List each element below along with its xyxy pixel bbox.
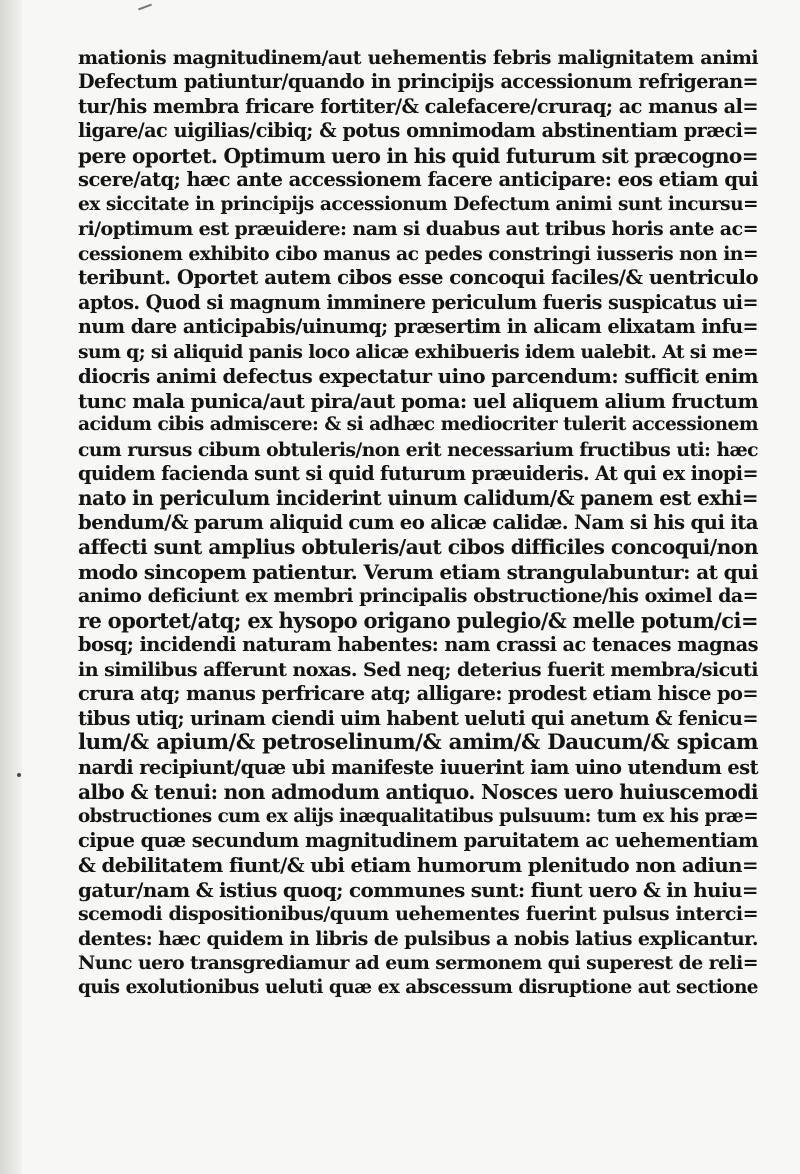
text-line: obstructiones cum ex alijs inæqualitatibus pulsuum: tum ex his præ= (78, 805, 758, 827)
body-text (78, 46, 758, 1000)
text-line: Defectum patiuntur/quando in principijs accessionum refrigeran= (78, 70, 758, 94)
text-line: diocris animi defectus expectatur uino parcendum: sufficit enim (78, 364, 758, 389)
text-line: & debilitatem fiunt/& ubi etiam humorum plenitudo non adiun= (78, 853, 758, 878)
text-line: mationis magnitudinem/aut uehementis febris malignitatem animi (78, 47, 758, 69)
text-line: in similibus afferunt noxas. Sed neq; deterius fuerit membra/sicuti (78, 657, 758, 681)
text-line: bendum/& parum aliquid cum eo alicæ calidæ. Nam si his qui ita (78, 510, 758, 534)
text-line: num dare anticipabis/uinumq; præsertim in alicam elixatam infu= (78, 315, 758, 339)
text-line: modo sincopem patientur. Verum etiam strangulabuntur: at qui (78, 559, 758, 584)
text-line: dentes: hæc quidem in libris de pulsibus a nobis latius explicantur. (78, 927, 758, 950)
text-line: scere/atq; hæc ante accessionem facere anticipare: eos etiam qui (78, 168, 758, 192)
text-line: pere oportet. Optimum uero in his quid futurum sit præcogno= (78, 143, 758, 168)
text-line: cipue quæ secundum magnitudinem paruitatem ac uehementiam (78, 829, 758, 852)
text-line: ri/optimum est præuidere: nam si duabus aut tribus horis ante ac= (78, 218, 758, 241)
text-line: scemodi dispositionibus/quum uehementes fuerint pulsus interci= (78, 903, 758, 926)
ink-speck (17, 773, 21, 777)
text-line: nato in periculum inciderint uinum calidum/& panem est exhi= (78, 486, 758, 511)
text-line: crura atq; manus perfricare atq; alligare: prodest etiam hisce po= (78, 682, 758, 706)
text-line: sum q; si aliquid panis loco alicæ exhibueris idem ualebit. At si me= (78, 340, 758, 363)
text-line: tibus utiq; urinam ciendi uim habent ueluti qui anetum & fenicu= (78, 706, 758, 730)
text-line: aptos. Quod si magnum imminere periculum fueris suspicatus ui= (78, 290, 758, 314)
text-line: cessionem exhibito cibo manus ac pedes constringi iusseris non in= (78, 242, 758, 265)
text-line: nardi recipiunt/quæ ubi manifeste iuuerint iam uino utendum est (78, 755, 758, 779)
text-line: acidum cibis admiscere: & si adhæc mediocriter tulerit accessionem (78, 414, 758, 436)
text-line: gatur/nam & istius quoq; communes sunt: fiunt uero & in huiu= (78, 877, 758, 902)
text-line: animo deficiunt ex membri principalis obstructione/his oximel da= (78, 585, 758, 608)
text-line: bosq; incidendi naturam habentes: nam crassi ac tenaces magnas (78, 633, 758, 657)
text-line: lum/& apium/& petroselinum/& amim/& Daucum/& spicam (78, 730, 758, 756)
text-line: tunc mala punica/aut pira/aut poma: uel aliquem alium fructum (78, 388, 758, 413)
scan-shadow-edge (0, 0, 22, 1174)
text-line: albo & tenui: non admodum antiquo. Nosces uero huiuscemodi (78, 780, 758, 805)
text-line: cum rursus cibum obtuleris/non erit necessarium fructibus uti: hæc (78, 438, 758, 461)
ink-mark (138, 4, 152, 11)
text-line: ex siccitate in principijs accessionum Defectum animi sunt incursu= (78, 193, 758, 215)
text-line: ligare/ac uigilias/cibiq; & potus omnimodam abstinentiam præci= (78, 119, 758, 143)
text-line: quis exolutionibus ueluti quæ ex abscessum disruptione aut sectione (78, 976, 758, 998)
text-line: Nunc uero transgrediamur ad eum sermonem qui superest de reli= (78, 952, 758, 975)
text-line: re oportet/atq; ex hysopo origano pulegio/& melle potum/ci= (78, 607, 758, 633)
text-line: affecti sunt amplius obtuleris/aut cibos difficiles concoqui/non (78, 535, 758, 560)
text-line: teribunt. Oportet autem cibos esse concoqui faciles/& uentriculo (78, 266, 758, 290)
text-line: quidem facienda sunt si quid futurum præuideris. At qui ex inopi= (78, 461, 758, 485)
text-line: tur/his membra fricare fortiter/& calefacere/cruraq; ac manus al= (78, 94, 758, 118)
